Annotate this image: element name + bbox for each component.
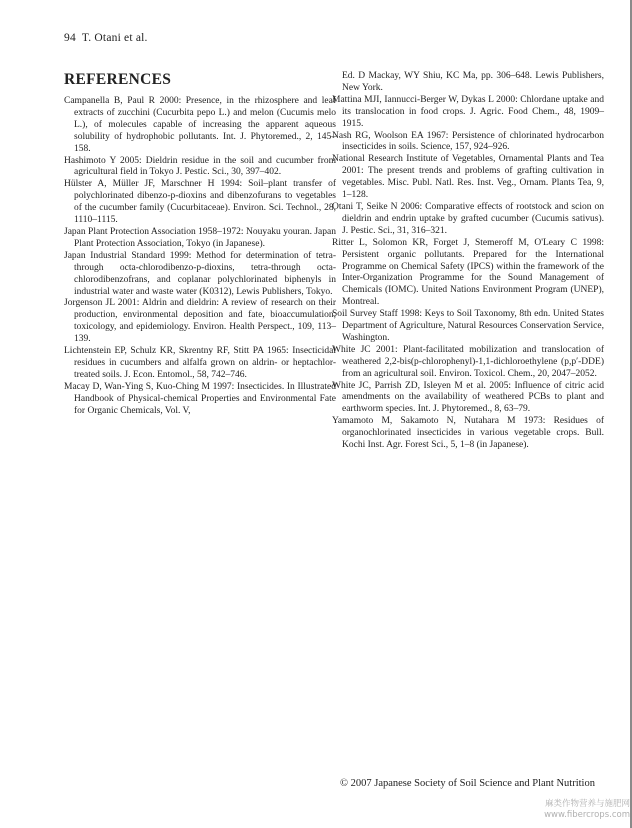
watermark-line-2: www.fibercrops.com — [544, 810, 630, 820]
reference-entry: Otani T, Seike N 2006: Comparative effects of rootstock and scion on dieldrin and endrin uptake by grafted cucumber (Cucumis sativus). J. Pestic. Sci., 31, 316–321. — [332, 201, 604, 236]
reference-entry: White JC, Parrish ZD, Isleyen M et al. 2005: Influence of citric acid amendments on the availability of weathered PCBs to plant and earthworm species. Int. J. Phytoremed., 8, 63–79. — [332, 380, 604, 415]
reference-entry: Japan Plant Protection Association 1958–1972: Nouyaku youran. Japan Plant Protection Association, Tokyo (in Japanese). — [64, 226, 336, 249]
copyright-footer: © 2007 Japanese Society of Soil Science and Plant Nutrition — [340, 778, 595, 789]
reference-entry: Ritter L, Solomon KR, Forget J, Stemeroff M, O'Leary C 1998: Persistent organic pollutants. Prepared for the International Programme on Chemical Safety (IPCS) within the framework of the Inter-Organization Programme for the Sound Management of Chemicals (IOMC). United Nations Environment Program (UNEP), Montreal. — [332, 237, 604, 308]
reference-entry: Lichtenstein EP, Schulz KR, Skrentny RF, Stitt PA 1965: Insecticidal residues in cucumbers and alfalfa grown on aldrin- or heptachlor-treated soils. J. Econ. Entomol., 58, 742–746. — [64, 346, 336, 380]
references-column-left — [64, 96, 336, 417]
site-watermark — [500, 799, 630, 821]
reference-entry: Soil Survey Staff 1998: Keys to Soil Taxonomy, 8th edn. United States Department of Agriculture, Natural Resources Conservation Service, Washington. — [332, 309, 604, 343]
reference-entry: White JC 2001: Plant-facilitated mobilization and translocation of weathered 2,2-bis(p-chlorophenyl)-1,1-dichloroethylene (p,p′-DDE) from an agricultural soil. Environ. Toxicol. Chem., 20, 2047–2052. — [332, 344, 604, 379]
reference-entry: Nash RG, Woolson EA 1967: Persistence of chlorinated hydrocarbon insecticides in soils. Science, 157, 924–926. — [332, 130, 604, 153]
reference-entry: Yamamoto M, Sakamoto N, Nutahara M 1973: Residues of organochlorinated insecticides in various vegetable crops. Bull. Kochi Inst. Agr. Forest Sci., 5, 1–8 (in Japanese). — [332, 416, 604, 451]
reference-entry: Mattina MJI, Iannucci-Berger W, Dykas L 2000: Chlordane uptake and its translocation in food crops. J. Agric. Food Chem., 48, 1909–1915. — [332, 94, 604, 129]
reference-entry: Hashimoto Y 2005: Dieldrin residue in the soil and cucumber from agricultural field in Tokyo J. Pestic. Sci., 30, 397–402. — [64, 155, 336, 178]
reference-entry: Jorgenson JL 2001: Aldrin and dieldrin: A review of research on their production, environmental deposition and fate, bioaccumulation, toxicology, and epidemiology. Environ. Health Perspect., 109, 113–139. — [64, 298, 336, 345]
page-number: 94 — [64, 32, 76, 44]
reference-entry: Macay D, Wan-Ying S, Kuo-Ching M 1997: Insecticides. In Illustrated Handbook of Physical-chemical Properties and Environmental Fate for Organic Chemicals, Vol. V, — [64, 381, 336, 416]
reference-entry: Hülster A, Müller JF, Marschner H 1994: Soil–plant transfer of polychlorinated dibenzo-p-dioxins and dibenzofurans to vegetables of the cucumber family (Cucurbitaceae). Environ. Sci. Technol., 28, 1110–1115. — [64, 179, 336, 226]
watermark-line-1: 麻类作物营养与施肥网 — [544, 799, 630, 809]
reference-entry: Japan Industrial Standard 1999: Method for determination of tetra-through octa-chlorodibenzo-p-dioxins, tetra-through octa-chlorodibenzofrans, and coplanar polychlorinated biphenyls in industrial water and waste water (K0312), Lewis Publishers, Tokyo. — [64, 250, 336, 297]
references-heading: REFERENCES — [64, 71, 172, 88]
references-column-right — [332, 71, 604, 452]
running-head-authors: T. Otani et al. — [81, 32, 148, 44]
running-head — [64, 32, 148, 44]
reference-entry-continued: Ed. D Mackay, WY Shiu, KC Ma, pp. 306–648. Lewis Publishers, New York. — [342, 71, 604, 93]
reference-entry: Campanella B, Paul R 2000: Presence, in the rhizosphere and leaf extracts of zucchini (Cucurbita pepo L.) and melon (Cucumis melo L.), of molecules capable of increasing the apparent aqueous solubility of hydrophobic pollutants. Int. J. Phytoremed., 2, 145–158. — [64, 96, 336, 154]
reference-entry: National Research Institute of Vegetables, Ornamental Plants and Tea 2001: The present trends and problems of grafting cultivation in vegetables. Misc. Publ. Natl. Res. Inst. Veg., Ornam. Plants Tea, 9, 1–128. — [332, 154, 604, 201]
